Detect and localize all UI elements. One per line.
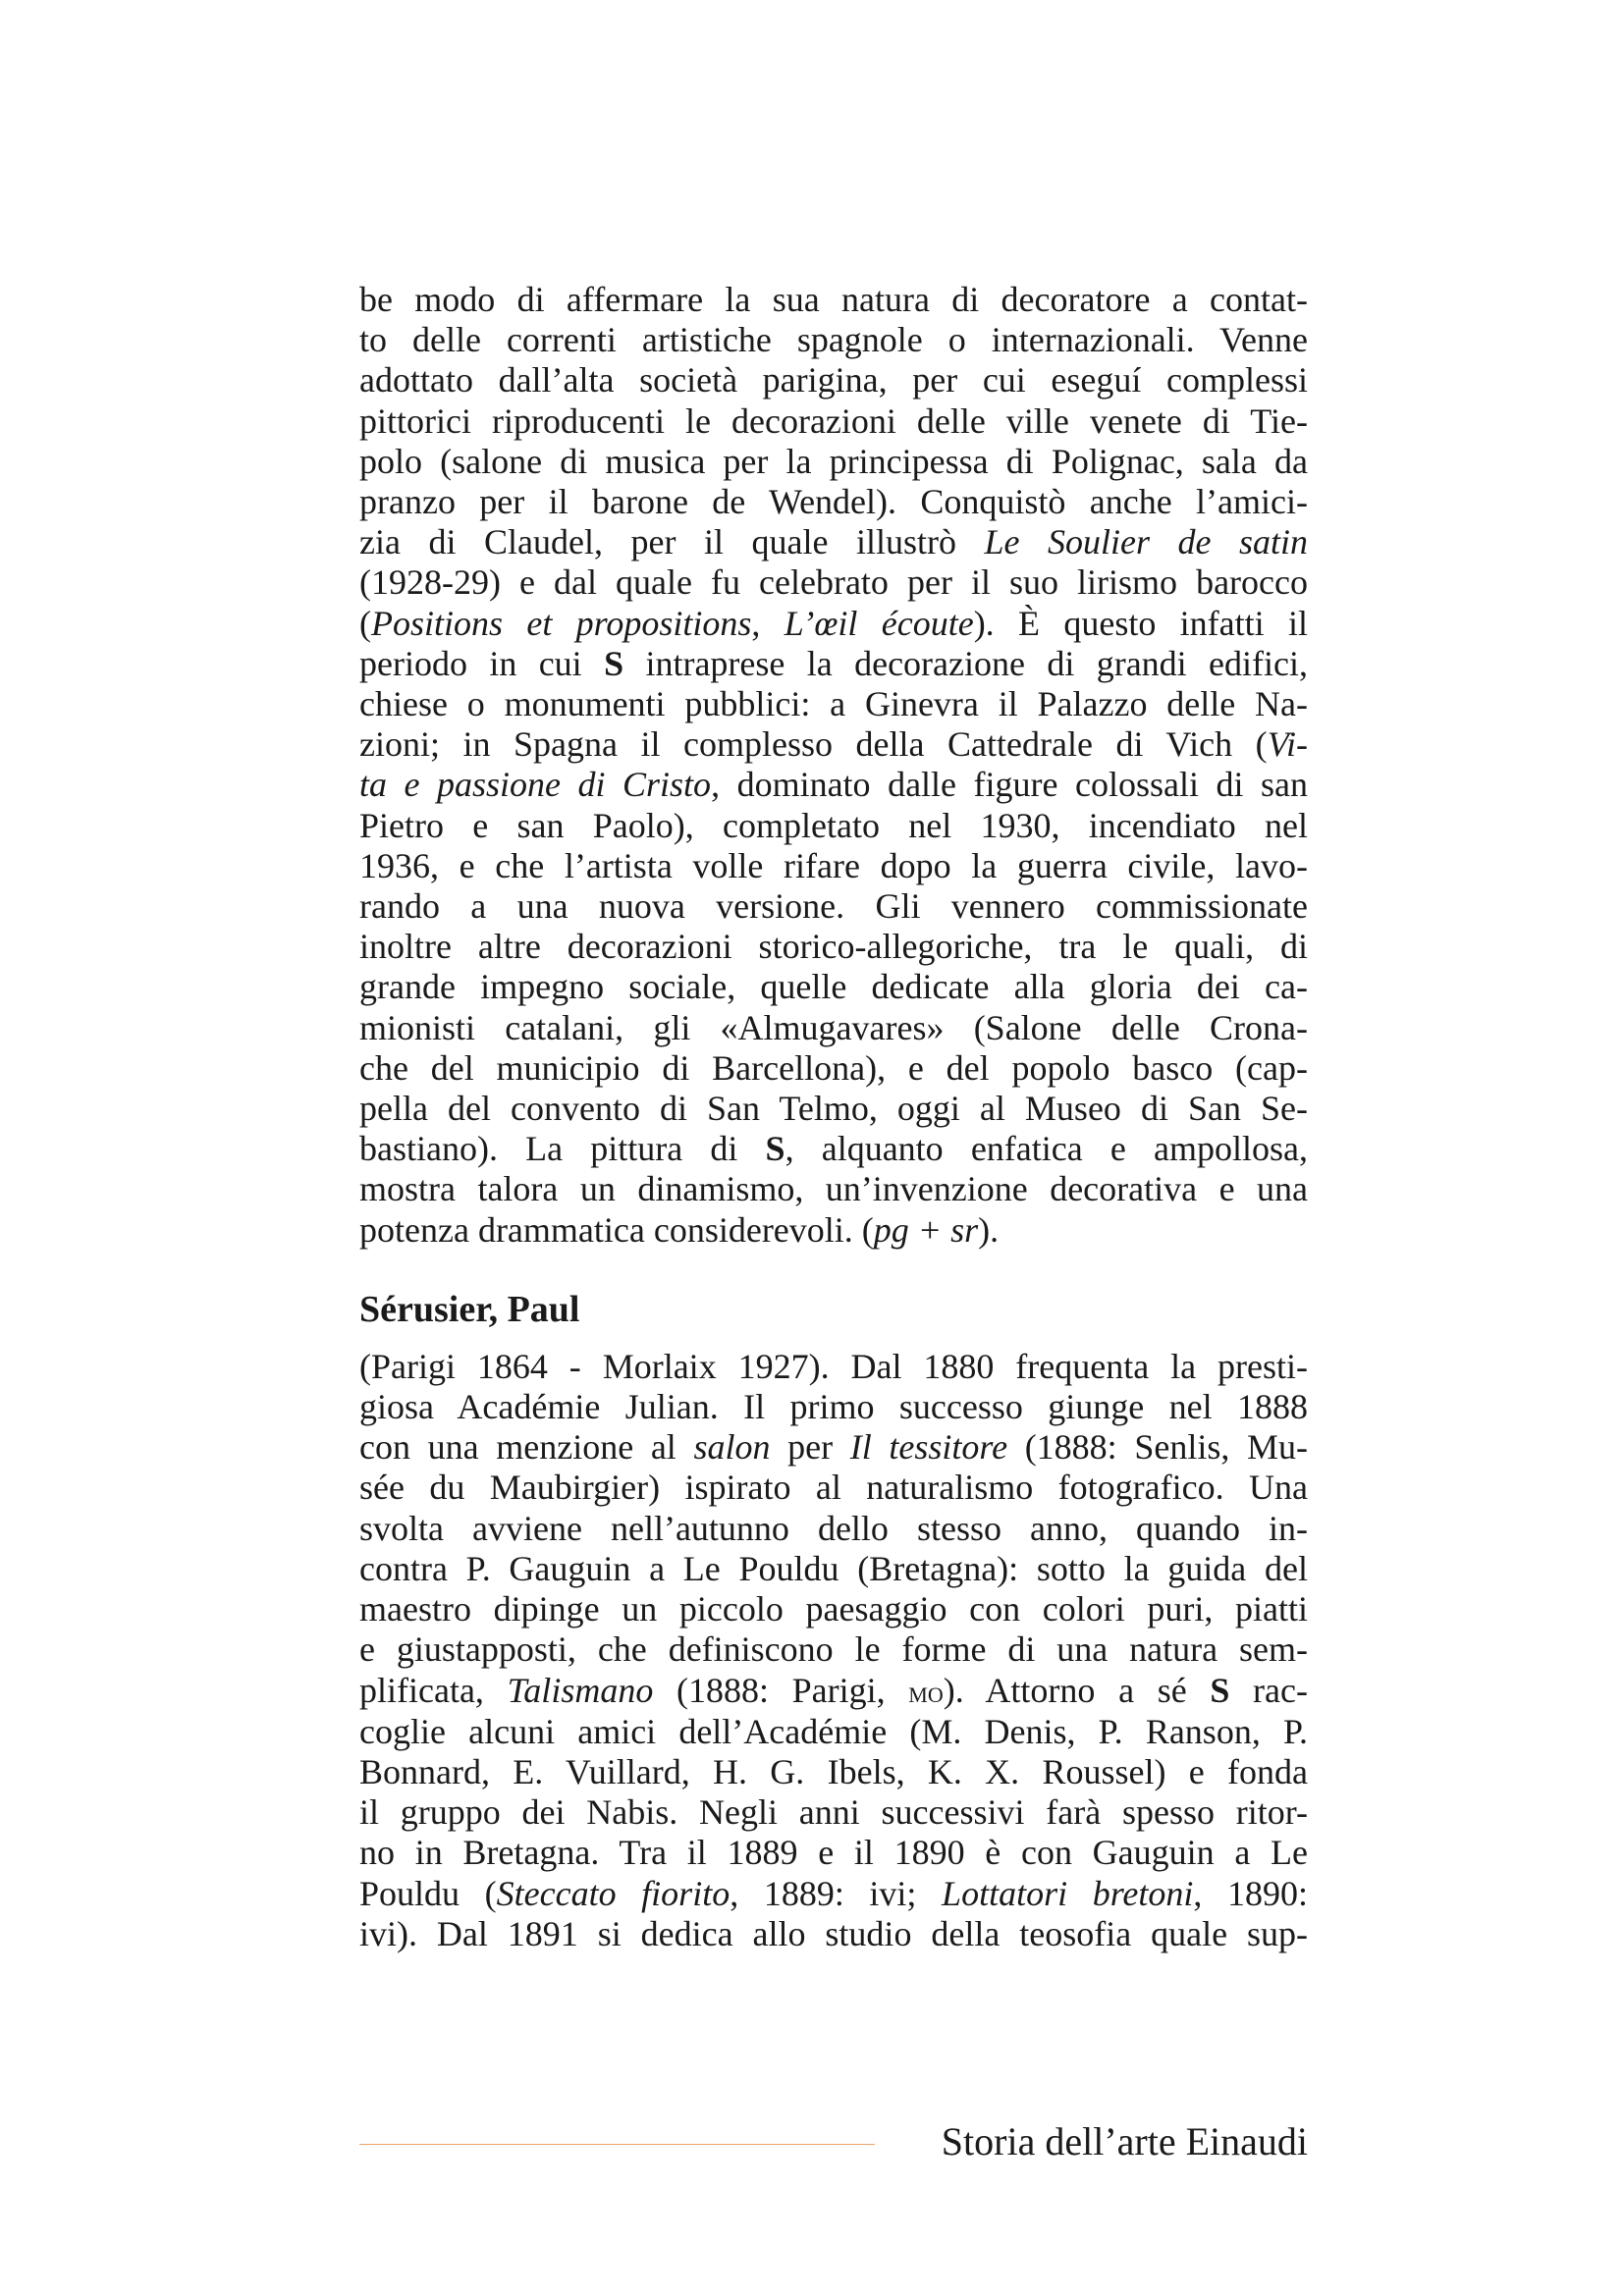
text-fragment: (1888: Parigi, xyxy=(653,1670,909,1710)
text-fragment: periodo in cui xyxy=(359,643,605,683)
text-fragment: , alquanto enfatica e ampollosa, xyxy=(784,1129,1308,1169)
text-line: maestro dipinge un piccolo paesaggio con colori puri, piatti xyxy=(359,1589,1308,1629)
term: salon xyxy=(693,1427,771,1468)
text-line: il gruppo dei Nabis. Negli anni successivi farà spesso ritor- xyxy=(359,1792,1308,1833)
text-line: (1928-29) e dal quale fu celebrato per il suo lirismo barocco xyxy=(359,562,1308,603)
text-line xyxy=(359,1874,1308,1914)
subject-abbrev: S xyxy=(604,643,624,683)
text-line: mionisti catalani, gli «Almugavares» (Salone delle Crona- xyxy=(359,1007,1308,1047)
page-footer xyxy=(359,2112,1308,2171)
text-line: polo (salone di musica per la principessa di Polignac, sala da xyxy=(359,441,1308,481)
text-line: sée du Maubirgier) ispirato al naturalismo fotografico. Una xyxy=(359,1468,1308,1508)
text-fragment: intraprese la decorazione di grandi edifici, xyxy=(623,643,1309,683)
text-line: pittorici riproducenti le decorazioni delle ville venete di Tie- xyxy=(359,400,1308,441)
text-line: grande impegno sociale, quelle dedicate alla gloria dei ca- xyxy=(359,967,1308,1007)
text-line: rando a una nuova versione. Gli vennero commissionate xyxy=(359,886,1308,927)
text-line: che del municipio di Barcellona), e del popolo basco (cap- xyxy=(359,1047,1308,1088)
text-fragment: , xyxy=(751,603,784,643)
text-line: Bonnard, E. Vuillard, H. G. Ibels, K. X. Roussel) e fonda xyxy=(359,1751,1308,1791)
text-line: contra P. Gauguin a Le Pouldu (Bretagna): sotto la guida del xyxy=(359,1548,1308,1588)
text-fragment: Pouldu ( xyxy=(359,1873,497,1913)
text-fragment: ( xyxy=(359,603,371,643)
text-fragment: rac- xyxy=(1229,1670,1308,1710)
text-line: coglie alcuni amici dell’Académie (M. Denis, P. Ranson, P. xyxy=(359,1711,1308,1751)
text-line: 1936, e che l’artista volle rifare dopo la guerra civile, lavo- xyxy=(359,845,1308,885)
text-line: e giustapposti, che definiscono le forme di una natura sem- xyxy=(359,1629,1308,1670)
text-line: be modo di affermare la sua natura di decoratore a contat- xyxy=(359,280,1308,319)
text-line: to delle correnti artistiche spagnole o internazionali. Venne xyxy=(359,320,1308,360)
entry-body xyxy=(359,1347,1308,1954)
text-line xyxy=(359,1210,1308,1251)
text-fragment: bastiano). La pittura di xyxy=(359,1129,766,1169)
artwork-title: Vi- xyxy=(1267,724,1308,765)
text-line: mostra talora un dinamismo, un’invenzione decorativa e una xyxy=(359,1169,1308,1209)
text-line: (Parigi 1864 - Morlaix 1927). Dal 1880 frequenta la presti- xyxy=(359,1346,1308,1386)
text-fragment: , 1889: ivi; xyxy=(730,1873,943,1913)
text-line xyxy=(359,604,1308,644)
text-fragment: ). È questo infatti il xyxy=(973,603,1308,643)
text-line: giosa Académie Julian. Il primo successo giunge nel 1888 xyxy=(359,1387,1308,1427)
artwork-title: ta e passione di Cristo xyxy=(359,765,712,805)
text-fragment: ). xyxy=(978,1209,1000,1250)
subject-abbrev: S xyxy=(1210,1670,1230,1710)
text-fragment: plificata, xyxy=(359,1670,508,1710)
text-fragment: , 1890: xyxy=(1193,1873,1308,1913)
text-line: svolta avviene nell’autunno dello stesso anno, quando in- xyxy=(359,1508,1308,1548)
author-initials: pg + sr xyxy=(873,1209,979,1250)
footer-title: Storia dell’arte Einaudi xyxy=(941,2119,1308,2163)
artwork-title: Talismano xyxy=(507,1670,654,1710)
text-fragment: con una menzione al xyxy=(359,1427,694,1468)
text-line: inoltre altre decorazioni storico-allegoriche, tra le quali, di xyxy=(359,927,1308,967)
work-title: Positions et propositions xyxy=(371,603,752,643)
text-line xyxy=(359,1671,1308,1712)
text-line xyxy=(359,765,1308,805)
text-fragment: zioni; in Spagna il complesso della Cattedrale di Vich ( xyxy=(359,724,1268,765)
text-fragment: per xyxy=(770,1427,850,1468)
main-text-column xyxy=(359,280,1308,1954)
text-line xyxy=(359,724,1308,765)
text-line: ivi). Dal 1891 si dedica allo studio della teosofia quale sup- xyxy=(359,1913,1308,1953)
text-line: Pietro e san Paolo), completato nel 1930, incendiato nel xyxy=(359,805,1308,845)
artwork-title: Le Soulier de satin xyxy=(984,522,1308,562)
text-line xyxy=(359,1427,1308,1468)
work-title: L’œil écoute xyxy=(784,603,974,643)
text-line xyxy=(359,522,1308,562)
text-line: no in Bretagna. Tra il 1889 e il 1890 è con Gauguin a Le xyxy=(359,1833,1308,1873)
text-fragment: potenza drammatica considerevoli. ( xyxy=(359,1209,874,1250)
text-line: adottato dall’alta società parigina, per cui eseguí complessi xyxy=(359,360,1308,400)
artwork-title: Il tessitore xyxy=(849,1427,1008,1468)
text-fragment: (1888: Senlis, Mu- xyxy=(1007,1427,1308,1468)
footer-rule xyxy=(359,2144,875,2145)
text-line xyxy=(359,644,1308,684)
text-line: pranzo per il barone de Wendel). Conquistò anche l’amici- xyxy=(359,482,1308,522)
paragraph-continuation xyxy=(359,280,1308,1251)
text-fragment: zia di Claudel, per il quale illustrò xyxy=(359,522,985,562)
entry-heading: Sérusier, Paul xyxy=(359,1288,580,1330)
text-line: chiese o monumenti pubblici: a Ginevra il Palazzo delle Na- xyxy=(359,684,1308,724)
artwork-title: Lottatori bretoni xyxy=(942,1873,1194,1913)
text-fragment: ). Attorno a sé xyxy=(943,1670,1211,1710)
text-line xyxy=(359,1129,1308,1169)
museum-abbrev: mo xyxy=(908,1673,944,1709)
subject-abbrev: S xyxy=(765,1129,785,1169)
artwork-title: Steccato fiorito xyxy=(496,1873,730,1913)
text-line: pella del convento di San Telmo, oggi al Museo di San Se- xyxy=(359,1089,1308,1129)
text-fragment: , dominato dalle figure colossali di san xyxy=(711,765,1308,805)
